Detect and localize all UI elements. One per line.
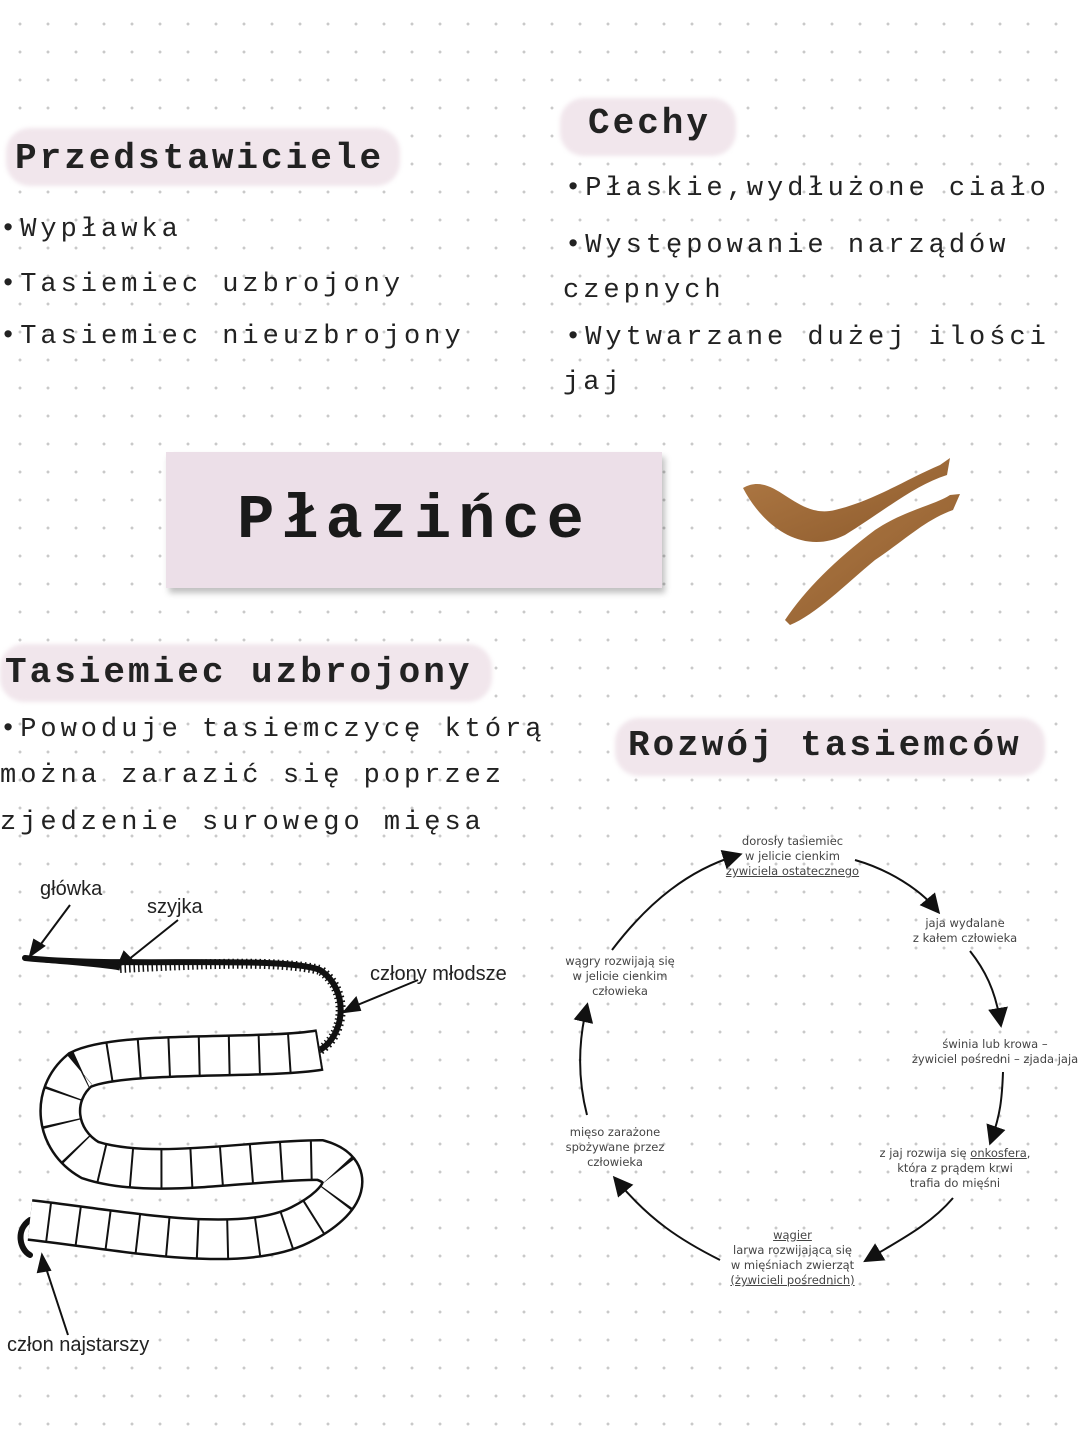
cycle-step-oncosphere: z jaj rozwija się onkosfera, która z prądem krwi trafia do mięśni <box>879 1146 1031 1190</box>
tapeworm-diagram <box>0 860 540 1370</box>
label-oldest-segment: człon najstarszy <box>7 1334 150 1356</box>
tapeworm-line: •Powoduje tasiemczycę którą <box>0 715 546 745</box>
tapeworm-line: można zarazić się poprzez <box>0 761 506 791</box>
representative-item: •Tasiemiec uzbrojony <box>0 270 405 300</box>
feature-line: czepnych <box>563 276 725 306</box>
representatives-heading: Przedstawiciele <box>15 138 385 179</box>
cycle-step-infected-meat: mięso zarażone spożywane przez człowieka <box>565 1125 665 1169</box>
label-young-segments: człony młodsze <box>370 963 507 985</box>
feature-line: •Wytwarzane dużej ilości <box>565 323 1050 353</box>
cycle-step-human-intestine: wągry rozwijają się w jelicie cienkim człowieka <box>565 954 675 998</box>
development-heading: Rozwój tasiemców <box>628 725 1022 766</box>
feature-line: •Występowanie narządów <box>565 231 1010 261</box>
cycle-step-adult: dorosły tasiemiec w jelicie cienkim żywiciela ostatecznego <box>725 834 860 878</box>
cycle-step-intermediate-host: świnia lub krowa – żywiciel pośredni – zjada jaja <box>911 1037 1079 1066</box>
features-heading: Cechy <box>588 103 712 144</box>
representative-item: •Tasiemiec nieuzbrojony <box>0 322 465 352</box>
feature-line: jaj <box>563 368 624 398</box>
label-neck: szyjka <box>147 896 203 918</box>
title-box <box>166 452 662 588</box>
representative-item: •Wypławka <box>0 215 182 245</box>
tapeworm-line: zjedzenie surowego mięsa <box>0 808 485 838</box>
tapeworm-heading: Tasiemiec uzbrojony <box>5 652 473 693</box>
flatworm-image <box>735 450 970 630</box>
page-title: Płazińce <box>237 484 591 556</box>
label-head: główka <box>40 878 103 900</box>
cycle-step-cysticercus: wągier larwa rozwijająca się w mięśniach zwierząt (żywicieli pośrednich) <box>730 1228 855 1287</box>
cycle-step-eggs: jaja wydalane z kałem człowieka <box>912 916 1018 945</box>
feature-line: •Płaskie,wydłużone ciało <box>565 174 1050 204</box>
